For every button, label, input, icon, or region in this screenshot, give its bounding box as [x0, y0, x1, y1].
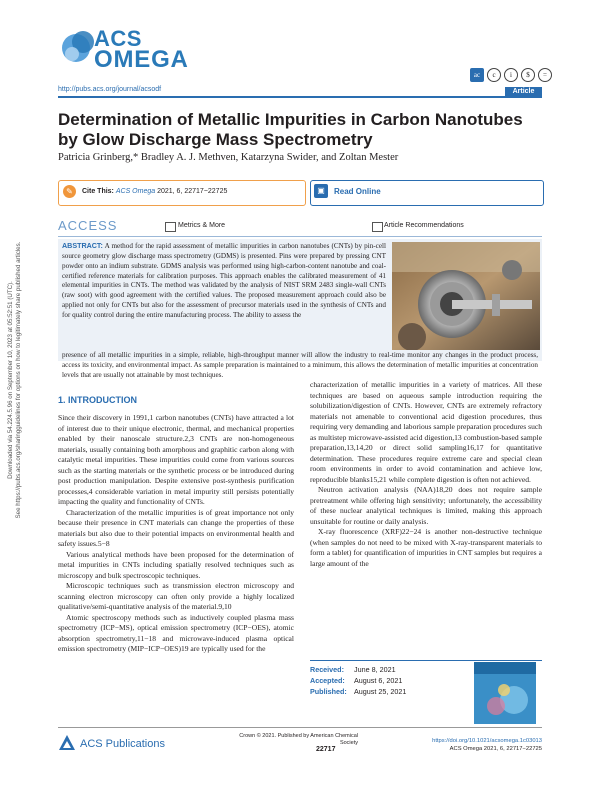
journal-cover-thumbnail[interactable] [474, 662, 536, 724]
acs-publications-logo-icon [58, 734, 76, 752]
article-recommendations-icon[interactable] [372, 222, 383, 232]
doi-block [410, 737, 542, 753]
nc-icon[interactable]: $ [521, 68, 535, 82]
abstract-label: ABSTRACT: [62, 242, 103, 250]
doi-link[interactable]: https://doi.org/10.1021/acsomega.1c03013 [432, 738, 542, 744]
intro-paragraph-8: X-ray fluorescence (XRF)22−24 is another non-destructive technique (when samples do not need to be mixed with X-ray-transparent materials to form a tablet) for quantification of impurities in CNT samples but requires a large amount of the [310, 527, 542, 568]
journal-url-link[interactable]: http://pubs.acs.org/journal/acsodf [58, 86, 162, 93]
copyright-notice: Crown © 2021. Published by American Chemical Society [239, 733, 358, 746]
page-number: 22717 [316, 746, 336, 753]
intro-paragraph-2: Characterization of the metallic impurities is of great importance not only because their presence in CNT materials can change the properties of these materials but also due to their potential impacts on environmental health and safety issues.5−8 [58, 507, 294, 548]
intro-paragraph-3: Various analytical methods have been proposed for the determination of metal impurities in CNTs including spatially resolved techniques such as microscopy and bulk spectroscopic techniques. [58, 549, 294, 580]
author-list: Patricia Grinberg,* Bradley A. J. Methven, Katarzyna Swider, and Zoltan Mester [58, 152, 399, 163]
cc-icon[interactable]: c [487, 68, 501, 82]
acs-publications-label: ACS Publications [80, 738, 165, 750]
metrics-bar-icon[interactable] [165, 222, 176, 232]
intro-paragraph-5: Atomic spectroscopy methods such as inductively coupled plasma mass spectrometry (ICP−MS), optical emission spectrometry (ICP−OES), atomic absorption spectrometry,11−18 and microwave-induced plasma optical emission spectrometry (MIP−ICP−OES)19 are typically used for the [58, 612, 294, 653]
received-label: Received: [310, 665, 344, 674]
open-access-icons [470, 68, 552, 82]
accepted-date: August 6, 2021 [354, 676, 403, 685]
section-heading-introduction: 1. INTRODUCTION [58, 395, 138, 405]
download-note-line2: See https://pubs.acs.org/sharingguidelines for options on how to legitimately share published articles. [15, 241, 22, 519]
by-icon[interactable]: i [504, 68, 518, 82]
article-title: Determination of Metallic Impurities in Carbon Nanotubes by Glow Discharge Mass Spectrometry [58, 110, 523, 149]
dates-divider [310, 660, 542, 661]
read-online-label[interactable]: Read Online [334, 187, 381, 196]
intro-paragraph-7: Neutron activation analysis (NAA)18,20 does not require sample pretreatment while offering high sensitivity; unfortunately, the accessibility of these nuclear analytical techniques is limited, making this approach unsuitable for routine or daily analysis. [310, 485, 542, 526]
published-date: August 25, 2021 [354, 687, 407, 696]
header-divider [58, 96, 542, 98]
article-recommendations-link[interactable]: Article Recommendations [384, 222, 464, 229]
cite-this-text[interactable] [82, 188, 227, 195]
abstract-text-part1 [62, 242, 386, 321]
abstract-body-a: A method for the rapid assessment of metallic impurities in carbon nanotubes (CNTs) by pin-cell source geometry glow discharge mass spectrometry (GDMS) is presented. Pins were prepared by pressing CNT powder onto an indium substrate. GDMS analysis was performed using high-carbon-content nanotube and coal-certified reference materials for calibration purposes. This approach enables the calibrated measurement of 41 elemental impurities in CNTs. The method was validated by the analysis of NIST SRM 2483 single-wall CNTs (raw soot) with good agreement with the certified values. The proposed measurement approach could also be applied not only for CNTs but also for the assessment of precursor materials used in the synthesis of CNTs and for quality control during the entire manufacturing process. The ability to assess the [62, 242, 386, 319]
cite-quote-icon: ✎ [63, 185, 76, 198]
journal-brand-acs: ACS [94, 26, 142, 51]
toc-graphic-photo [392, 242, 540, 350]
access-label: ACCESS [58, 218, 118, 233]
intro-paragraph-6: characterization of metallic impurities in a variety of matrices. All these techniques are based on aqueous sample introduction requiring the solubilization/digestion of CNTs. However, CNTs are extremely refractory materials not amenable to conventional acid digestion procedures, thus requiring very demanding and laborious sample preparation procedures such as multistep microwave-assisted acid digestion,13 combustion-based sample preparation,13,14,20 or direct solid sampling16,17 for quantitative determination. These procedures require extreme care and special clean room environments in order to avoid contamination and achieve low, reproducible blanks15,21 while complete digestion is often not achieved. [310, 380, 542, 484]
download-watermark [7, 35, 23, 725]
metrics-more-link[interactable]: Metrics & More [178, 222, 226, 229]
abstract-text-part2: presence of all metallic impurities in a simple, reliable, high-throughput manner will allow the industry to real-time monitor any changes in the product process, access its toxicity, and environmental impact. As sample preparation is maintained to a minimum, this allows the determination of metallic impurities at concentration levels that are usually not attainable by most techniques. [62, 351, 538, 379]
download-note-line1: Downloaded via 54.224.5.96 on September 10, 2023 at 05:52:51 (UTC). [7, 281, 14, 479]
ac-license-icon[interactable]: ac [470, 68, 484, 82]
nd-icon[interactable]: = [538, 68, 552, 82]
received-date: June 8, 2021 [354, 665, 396, 674]
access-divider [58, 236, 542, 237]
left-column-text [58, 413, 294, 655]
cite-ref: 2021, 6, 22717−22725 [157, 188, 228, 195]
published-label: Published: [310, 687, 347, 696]
right-column-text [310, 380, 542, 569]
intro-paragraph-1: Since their discovery in 1991,1 carbon nanotubes (CNTs) have attracted a lot of interest due to their unique electronic, thermal, and mechanical properties enabled by their nanoscale structure.2,3 CNTs are non-homogeneous materials, usually containing both amorphous and graphitic carbon along with catalytic metal impurities. These impurities could come from various sources such as the starting materials or the synthetic process or be introduced during post production manipulation. Despite extensive post-synthesis purification processes,4 considerable variation in metal impurity still persists potentially impacting the quality and functionality of CNTs. [58, 413, 294, 506]
journal-citation-footer: ACS Omega 2021, 6, 22717−22725 [449, 746, 542, 752]
accepted-label: Accepted: [310, 676, 345, 685]
intro-paragraph-4: Microscopic techniques such as transmission electron microscopy and scanning electron microscopy can often only provide a highly localized qualitative/semi-quantitative analysis of the material.9,10 [58, 581, 294, 611]
read-online-icon: ▣ [314, 184, 328, 198]
publication-dates [310, 664, 410, 697]
cite-journal: ACS Omega [115, 188, 156, 195]
footer-divider [58, 727, 542, 728]
cite-label: Cite This: [82, 188, 114, 195]
article-type-badge: Article [505, 87, 542, 97]
journal-brand-omega: OMEGA [94, 46, 189, 73]
